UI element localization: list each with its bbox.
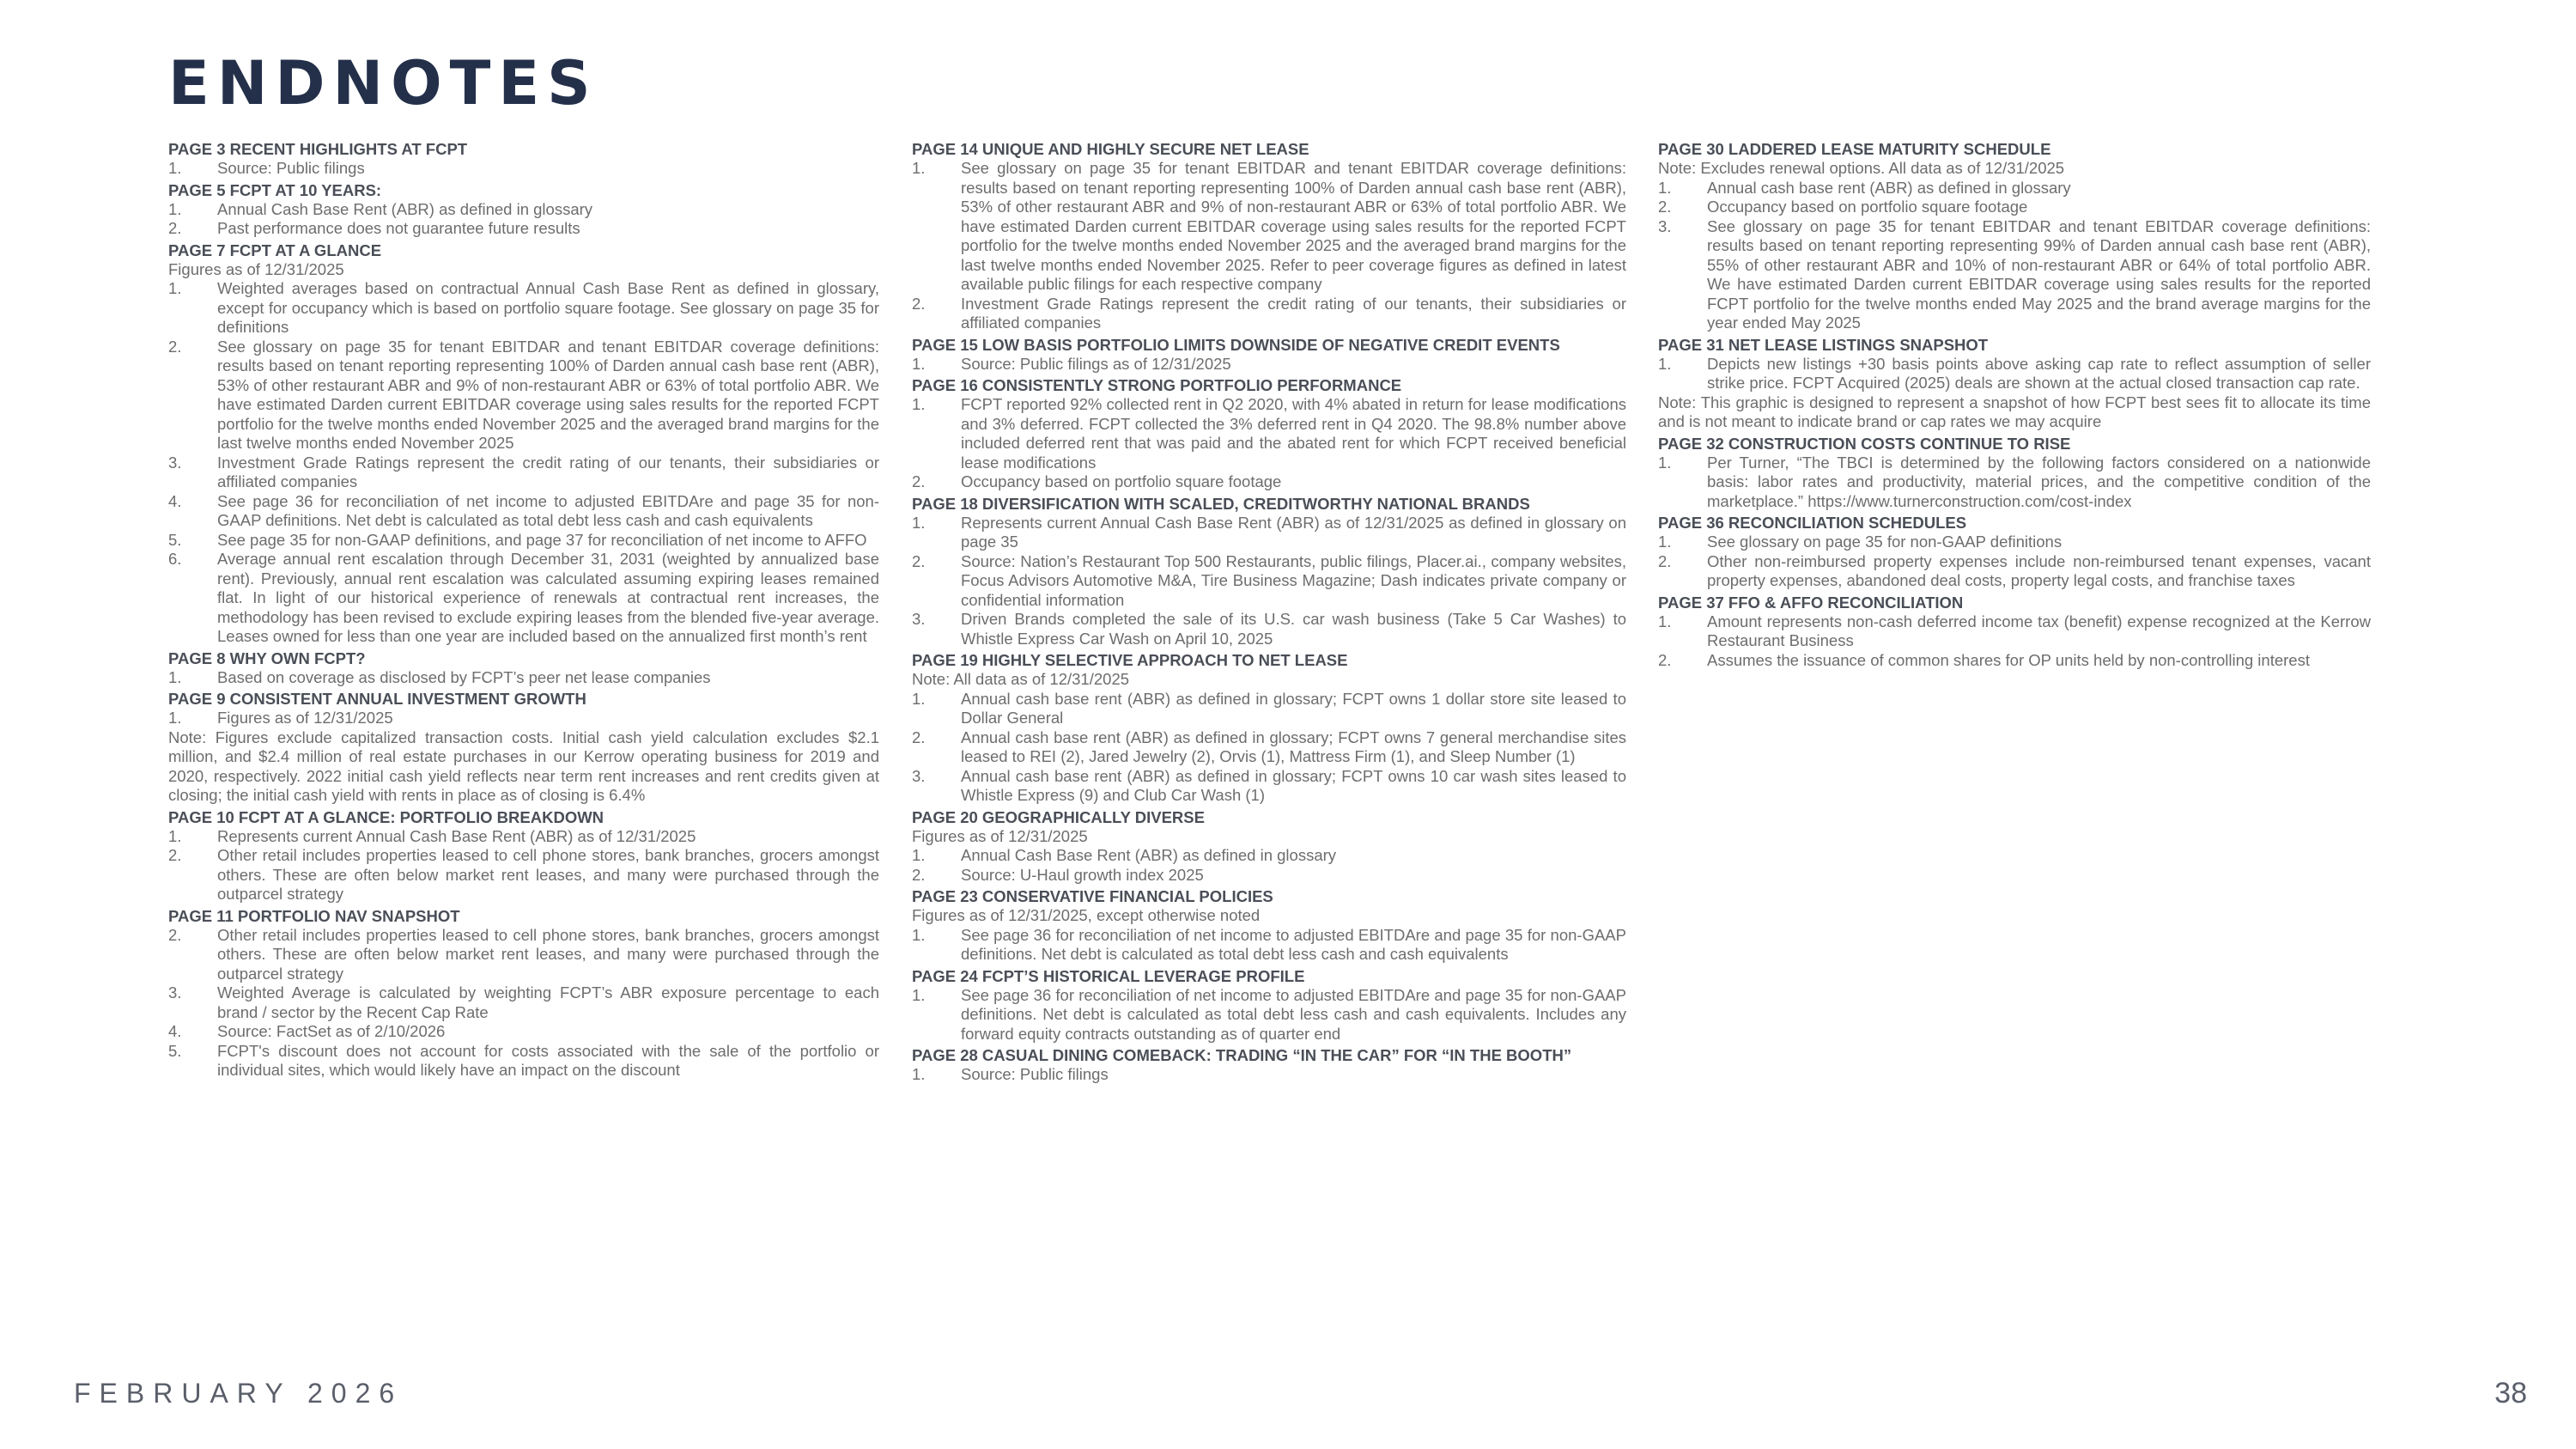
endnote-number: 2. xyxy=(168,846,182,864)
endnote-item xyxy=(912,472,1626,492)
endnote-item xyxy=(912,552,1626,611)
endnote-text: Average annual rent escalation through December 31, 2031 (weighted by annualized base rent). Previously, annual rent escalation was calculated assuming expiring leases remained flat. In light of our historical experience of renewals at contractual rent increases, the methodology has been revised to exclude expiring leases from the blended five-year average. Leases owned for less than one year are included based on the annualized first month’s rent xyxy=(217,550,879,645)
endnote-text: Weighted averages based on contractual Annual Cash Base Rent as defined in glossary, except for occupancy which is based on portfolio square footage. See glossary on page 35 for definitions xyxy=(217,279,879,336)
page-title: ENDNOTES xyxy=(168,48,598,119)
endnote-number: 1. xyxy=(168,826,182,845)
section-note: Note: All data as of 12/31/2025 xyxy=(912,670,1130,688)
endnote-text: Source: U-Haul growth index 2025 xyxy=(961,865,1204,884)
endnote-section xyxy=(168,181,879,239)
section-heading: PAGE 20 GEOGRAPHICALLY DIVERSE xyxy=(912,807,1205,826)
endnote-text: Depicts new listings +30 basis points above asking cap rate to reflect assumption of seller strike price. FCPT Acquired (2025) deals are shown at the actual closed transaction cap rate. xyxy=(1707,354,2371,392)
endnote-text: Annual Cash Base Rent (ABR) as defined in glossary xyxy=(217,199,593,218)
endnote-number: 5. xyxy=(168,530,182,549)
endnote-item xyxy=(912,355,1626,374)
endnote-number: 1. xyxy=(912,395,926,413)
endnote-text: Annual Cash Base Rent (ABR) as defined in glossary xyxy=(961,846,1337,864)
endnote-text: Source: FactSet as of 2/10/2026 xyxy=(217,1022,446,1040)
endnote-text: Based on coverage as disclosed by FCPT’s peer net lease companies xyxy=(217,667,711,686)
endnote-number: 6. xyxy=(168,550,182,568)
endnote-item xyxy=(168,200,879,220)
endnote-text: See page 36 for reconciliation of net income to adjusted EBITDAre and page 35 for non-GAAP definitions. Net debt is calculated as total debt less cash and cash equivalents xyxy=(217,491,879,529)
endnote-item xyxy=(912,690,1626,728)
endnote-number: 3. xyxy=(168,453,182,472)
endnote-section xyxy=(168,241,879,647)
endnote-number: 1. xyxy=(912,925,926,944)
endnote-item xyxy=(168,454,879,492)
endnote-item xyxy=(912,846,1626,866)
endnote-item xyxy=(912,926,1626,965)
endnote-number: 2. xyxy=(912,294,926,313)
endnote-number: 1. xyxy=(912,354,926,373)
endnote-text: Annual cash base rent (ABR) as defined in glossary; FCPT owns 10 car wash sites leased to Whistle Express (9) and Club Car Wash (1) xyxy=(961,766,1626,804)
endnote-text: See glossary on page 35 for tenant EBITDAR and tenant EBITDAR coverage definitions: results based on tenant reporting representing 99% of Darden annual cash base rent (ABR), 55% of other restaurant ABR and 10% of non-restaurant ABR or 64% of total portfolio ABR. We have estimated Darden current EBITDAR coverage using sales results for the reported FCPT portfolio for the twelve months ended May 2025 and the brand average margins for the year ended May 2025 xyxy=(1707,216,2371,332)
endnote-number: 1. xyxy=(1658,354,1672,373)
endnote-text: See glossary on page 35 for tenant EBITDAR and tenant EBITDAR coverage definitions: results based on tenant reporting representing 100% of Darden annual cash base rent (ABR), 53% of other restaurant ABR and 9% of non-restaurant ABR or 63% of total portfolio ABR. We have estimated Darden current EBITDAR coverage using sales results for the reported FCPT portfolio for the twelve months ended November 2025 and the averaged brand margins for the last twelve months ended November 2025 xyxy=(217,337,879,452)
section-heading: PAGE 36 RECONCILIATION SCHEDULES xyxy=(1658,514,1967,532)
endnote-text: See page 36 for reconciliation of net income to adjusted EBITDAre and page 35 for non-GAAP definitions. Net debt is calculated as total debt less cash and cash equivalents xyxy=(961,925,1626,963)
endnote-text: Annual cash base rent (ABR) as defined in glossary xyxy=(1707,178,2071,197)
endnote-text: Occupancy based on portfolio square footage xyxy=(961,472,1282,490)
endnote-item xyxy=(168,1042,879,1081)
endnote-item xyxy=(168,709,879,728)
endnote-item xyxy=(912,295,1626,333)
endnote-number: 2. xyxy=(1658,551,1672,570)
section-heading: PAGE 19 HIGHLY SELECTIVE APPROACH TO NET LEASE xyxy=(912,651,1348,669)
section-heading: PAGE 7 FCPT AT A GLANCE xyxy=(168,240,382,259)
page-number: 38 xyxy=(2494,1377,2527,1409)
section-note: Figures as of 12/31/2025, except otherwise noted xyxy=(912,906,1261,924)
endnote-item xyxy=(912,159,1626,295)
endnote-number: 2. xyxy=(1658,650,1672,669)
endnote-item xyxy=(168,827,879,847)
endnote-text: Source: Public filings xyxy=(961,1065,1109,1083)
endnote-number: 1. xyxy=(912,159,926,177)
section-heading: PAGE 18 DIVERSIFICATION WITH SCALED, CREDITWORTHY NATIONAL BRANDS xyxy=(912,494,1530,513)
endnote-item xyxy=(168,1022,879,1042)
section-heading: PAGE 3 RECENT HIGHLIGHTS AT FCPT xyxy=(168,140,468,158)
endnote-item xyxy=(168,338,879,454)
endnote-number: 5. xyxy=(168,1041,182,1060)
endnote-text: Source: Public filings xyxy=(217,159,365,177)
endnote-text: Represents current Annual Cash Base Rent (ABR) as of 12/31/2025 xyxy=(217,826,696,845)
endnote-item xyxy=(912,395,1626,472)
endnote-section xyxy=(168,690,879,806)
section-footnote: Note: This graphic is designed to represent a snapshot of how FCPT best sees fit to allocate its time and is not meant to indicate brand or cap rates we may acquire xyxy=(1658,393,2371,430)
endnote-item xyxy=(168,550,879,647)
section-heading: PAGE 14 UNIQUE AND HIGHLY SECURE NET LEASE xyxy=(912,140,1309,158)
section-heading: PAGE 5 FCPT AT 10 YEARS: xyxy=(168,180,382,199)
section-heading: PAGE 24 FCPT’S HISTORICAL LEVERAGE PROFILE xyxy=(912,966,1305,985)
endnote-number: 4. xyxy=(168,1022,182,1040)
endnote-number: 1. xyxy=(912,846,926,864)
endnote-section xyxy=(1658,594,2371,671)
section-heading: PAGE 8 WHY OWN FCPT? xyxy=(168,648,366,667)
endnotes-column-3 xyxy=(1658,137,2371,670)
endnote-section xyxy=(912,376,1626,492)
endnote-number: 1. xyxy=(168,279,182,297)
section-heading: PAGE 30 LADDERED LEASE MATURITY SCHEDULE xyxy=(1658,140,2051,158)
endnote-text: Amount represents non-cash deferred income tax (benefit) expense recognized at the Kerrow Restaurant Business xyxy=(1707,612,2371,649)
endnote-item xyxy=(912,610,1626,648)
endnote-section xyxy=(912,651,1626,806)
endnote-item xyxy=(168,531,879,551)
endnote-item xyxy=(912,986,1626,1044)
endnote-text: Driven Brands completed the sale of its U.S. car wash business (Take 5 Car Washes) to Whistle Express Car Wash on April 10, 2025 xyxy=(961,610,1626,648)
endnotes-column-1 xyxy=(168,137,879,1081)
section-heading: PAGE 23 CONSERVATIVE FINANCIAL POLICIES xyxy=(912,887,1273,905)
endnote-number: 2. xyxy=(168,925,182,944)
endnote-section xyxy=(912,1046,1626,1085)
endnote-item xyxy=(1658,533,2371,552)
section-note: Figures as of 12/31/2025 xyxy=(168,259,344,278)
endnote-number: 2. xyxy=(912,865,926,884)
endnote-number: 3. xyxy=(912,610,926,628)
endnote-item xyxy=(1658,355,2371,393)
endnote-number: 1. xyxy=(912,689,926,708)
endnote-item xyxy=(1658,552,2371,591)
endnote-text: Source: Nation’s Restaurant Top 500 Restaurants, public filings, Placer.ai., company websites, Focus Advisors Automotive M&A, Tire Business Magazine; Dash indicates private company or confidential information xyxy=(961,551,1626,609)
section-heading: PAGE 16 CONSISTENTLY STRONG PORTFOLIO PERFORMANCE xyxy=(912,376,1402,394)
endnote-item xyxy=(168,846,879,904)
endnote-text: Annual cash base rent (ABR) as defined in glossary; FCPT owns 1 dollar store site leased to Dollar General xyxy=(961,689,1626,727)
section-heading: PAGE 37 FFO & AFFO RECONCILIATION xyxy=(1658,593,1964,612)
endnote-text: Other non-reimbursed property expenses include non-reimbursed tenant expenses, vacant property expenses, abandoned deal costs, property legal costs, and franchise taxes xyxy=(1707,551,2371,589)
endnote-section xyxy=(912,967,1626,1044)
endnote-item xyxy=(912,866,1626,886)
endnote-text: Other retail includes properties leased to cell phone stores, bank branches, grocers amongst others. These are often below market rent leases, and many were purchased through the outparcel strategy xyxy=(217,846,879,903)
endnote-text: FCPT's discount does not account for costs associated with the sale of the portfolio or individual sites, which would likely have an impact on the discount xyxy=(217,1041,879,1079)
endnote-item xyxy=(168,983,879,1022)
endnote-number: 4. xyxy=(168,491,182,510)
endnote-number: 1. xyxy=(1658,178,1672,197)
endnote-section xyxy=(1658,140,2371,333)
endnote-text: Source: Public filings as of 12/31/2025 xyxy=(961,354,1231,373)
endnote-section xyxy=(912,495,1626,649)
endnote-text: Annual cash base rent (ABR) as defined in glossary; FCPT owns 7 general merchandise sites leased to REI (2), Jared Jewelry (2), Orvis (1), Mattress Firm (1), and Sleep Number (1) xyxy=(961,728,1626,765)
endnote-item xyxy=(912,728,1626,767)
endnote-section xyxy=(912,887,1626,965)
endnote-number: 1. xyxy=(168,709,182,727)
endnote-text: Weighted Average is calculated by weighting FCPT’s ABR exposure percentage to each brand / sector by the Recent Cap Rate xyxy=(217,983,879,1021)
section-heading: PAGE 9 CONSISTENT ANNUAL INVESTMENT GROWTH xyxy=(168,690,586,708)
endnote-number: 1. xyxy=(168,667,182,686)
endnote-number: 3. xyxy=(1658,216,1672,235)
endnote-text: Investment Grade Ratings represent the credit rating of our tenants, their subsidiaries or affiliated companies xyxy=(217,453,879,490)
endnote-item xyxy=(912,1065,1626,1085)
endnote-number: 1. xyxy=(1658,453,1672,472)
section-heading: PAGE 28 CASUAL DINING COMEBACK: TRADING “IN THE CAR” FOR “IN THE BOOTH” xyxy=(912,1046,1572,1064)
endnote-number: 2. xyxy=(1658,198,1672,216)
endnote-section xyxy=(168,140,879,179)
endnote-item xyxy=(168,926,879,984)
endnote-number: 3. xyxy=(912,766,926,785)
section-note: Figures as of 12/31/2025 xyxy=(912,826,1088,845)
footer-date: FEBRUARY 2026 xyxy=(74,1378,404,1409)
endnote-section xyxy=(912,140,1626,333)
endnote-section xyxy=(168,907,879,1081)
endnote-number: 2. xyxy=(168,337,182,356)
endnote-section xyxy=(1658,336,2371,432)
section-heading: PAGE 10 FCPT AT A GLANCE: PORTFOLIO BREAKDOWN xyxy=(168,807,605,826)
endnote-section xyxy=(168,649,879,688)
endnote-text: Figures as of 12/31/2025 xyxy=(217,709,393,727)
endnote-number: 2. xyxy=(912,551,926,570)
endnote-number: 1. xyxy=(168,199,182,218)
endnote-section xyxy=(912,808,1626,886)
endnote-number: 1. xyxy=(168,159,182,177)
endnote-item xyxy=(1658,651,2371,671)
endnote-text: See page 35 for non-GAAP definitions, and page 37 for reconciliation of net income to AFFO xyxy=(217,530,867,549)
endnote-text: FCPT reported 92% collected rent in Q2 2020, with 4% abated in return for lease modifications and 3% deferred. FCPT collected the 3% deferred rent in Q4 2020. The 98.8% number above included deferred rent that was paid and the abated rent for which FCPT received beneficial lease modifications xyxy=(961,395,1626,472)
endnote-text: See glossary on page 35 for tenant EBITDAR and tenant EBITDAR coverage definitions: results based on tenant reporting representing 100% of Darden annual cash base rent (ABR), 53% of other restaurant ABR and 9% of non-restaurant ABR or 63% of total portfolio ABR. We have estimated Darden current EBITDAR coverage using sales results for the reported FCPT portfolio for the twelve months ended November 2025 and the averaged brand margins for the last twelve months ended November 2025. Refer to peer coverage figures as defined in latest available public filings for each respective company xyxy=(961,159,1626,293)
endnote-text: See glossary on page 35 for non-GAAP definitions xyxy=(1707,533,2063,551)
endnote-number: 2. xyxy=(912,472,926,490)
section-heading: PAGE 32 CONSTRUCTION COSTS CONTINUE TO RISE xyxy=(1658,434,2071,453)
endnote-item xyxy=(1658,179,2371,198)
endnote-number: 1. xyxy=(912,985,926,1004)
endnote-section xyxy=(168,808,879,904)
endnote-text: Past performance does not guarantee future results xyxy=(217,219,580,237)
endnote-item xyxy=(1658,198,2371,217)
endnote-section xyxy=(1658,435,2371,512)
endnote-item xyxy=(168,492,879,531)
endnote-text: Investment Grade Ratings represent the credit rating of our tenants, their subsidiaries or affiliated companies xyxy=(961,294,1626,332)
endnote-number: 1. xyxy=(912,513,926,532)
endnote-item xyxy=(1658,217,2371,333)
endnote-item xyxy=(168,279,879,338)
endnote-item xyxy=(168,219,879,239)
endnote-item xyxy=(168,668,879,688)
endnote-item xyxy=(912,514,1626,552)
endnote-section xyxy=(1658,514,2371,591)
endnote-number: 2. xyxy=(912,728,926,746)
section-footnote: Note: Figures exclude capitalized transaction costs. Initial cash yield calculation excludes $2.1 million, and $2.4 million of real estate purchases in our Kerrow operating business for 2019 and 2020, respectively. 2022 initial cash yield reflects near term rent increases and rent credits given at closing; the initial cash yield with rents in place as of closing is 6.4% xyxy=(168,728,879,804)
endnote-item xyxy=(1658,454,2371,512)
endnotes-column-2 xyxy=(912,137,1626,1085)
endnote-text: Occupancy based on portfolio square footage xyxy=(1707,198,2028,216)
section-heading: PAGE 15 LOW BASIS PORTFOLIO LIMITS DOWNSIDE OF NEGATIVE CREDIT EVENTS xyxy=(912,335,1560,354)
endnote-text: Assumes the issuance of common shares for OP units held by non-controlling interest xyxy=(1707,650,2310,669)
endnote-text: Other retail includes properties leased to cell phone stores, bank branches, grocers amongst others. These are often below market rent leases, and many were purchased through the outparcel strategy xyxy=(217,925,879,983)
endnote-text: Represents current Annual Cash Base Rent (ABR) as of 12/31/2025 as defined in glossary on page 35 xyxy=(961,513,1626,551)
section-heading: PAGE 31 NET LEASE LISTINGS SNAPSHOT xyxy=(1658,335,1989,354)
endnote-number: 2. xyxy=(168,219,182,237)
endnote-text: See page 36 for reconciliation of net income to adjusted EBITDAre and page 35 for non-GAAP definitions. Net debt is calculated as total debt less cash and cash equivalents. Includes any forward equity contracts outstanding as of quarter end xyxy=(961,985,1626,1043)
endnote-number: 1. xyxy=(912,1065,926,1083)
endnote-number: 1. xyxy=(1658,612,1672,630)
endnote-item xyxy=(168,159,879,179)
endnote-number: 3. xyxy=(168,983,182,1002)
endnote-item xyxy=(1658,612,2371,651)
endnote-section xyxy=(912,336,1626,374)
endnote-number: 1. xyxy=(1658,533,1672,551)
section-heading: PAGE 11 PORTFOLIO NAV SNAPSHOT xyxy=(168,906,460,925)
endnote-text: Per Turner, “The TBCI is determined by the following factors considered on a nationwide basis: labor rates and productivity, material prices, and the competitive condition of the marketplace.” https://www.turnerconstruction.com/cost-index xyxy=(1707,453,2371,510)
endnote-item xyxy=(912,767,1626,806)
section-note: Note: Excludes renewal options. All data as of 12/31/2025 xyxy=(1658,159,2065,177)
